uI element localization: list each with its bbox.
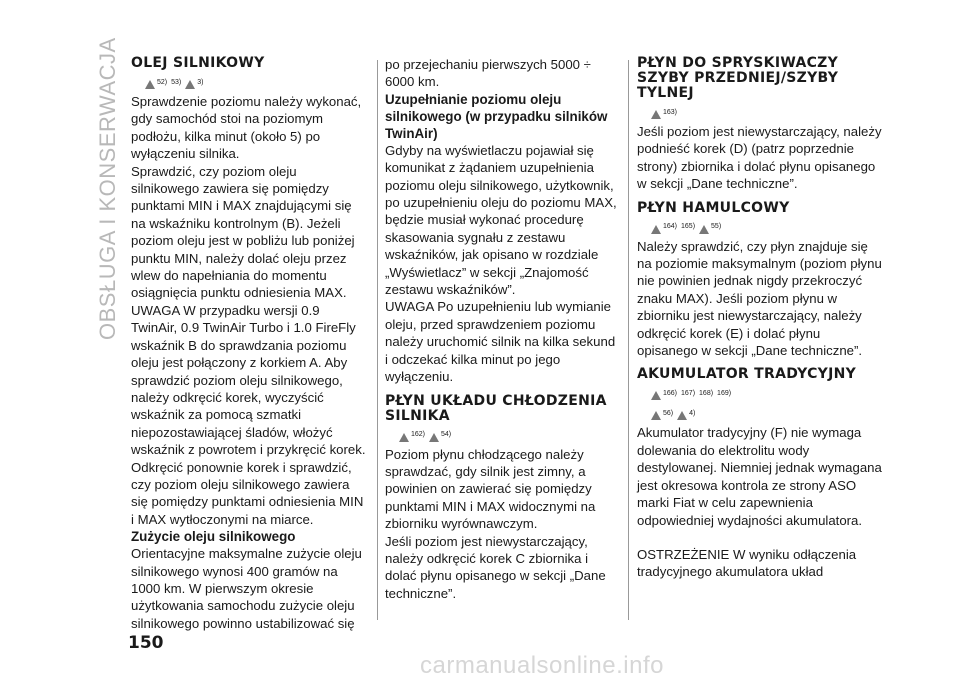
page-number: 150: [128, 633, 164, 653]
warning-refs: 164) 165) 55): [651, 218, 882, 236]
warning-refs: 166) 167) 168) 169): [651, 384, 882, 402]
warning-refs: 56) 4): [651, 404, 882, 422]
paragraph: Sprawdzić, czy poziom oleju silnikowego zawiera się pomiędzy punktami MIN i MAX znajdującymi się na wskaźniku kontrolnym (B). Jeżeli poziom oleju jest w pobliżu lub poniżej punktu MIN, należy dolać oleju przez wlew do napełniania do momentu osiągnięcia punktu odniesienia MAX.: [131, 163, 355, 301]
heading-battery: AKUMULATOR TRADYCYJNY: [637, 366, 857, 383]
warning-icon: [651, 391, 661, 400]
heading-engine-oil: OLEJ SILNIKOWY: [131, 55, 265, 71]
caution-icon: [429, 433, 439, 442]
column-3: [637, 56, 882, 581]
column-divider: [377, 60, 378, 620]
warning-icon: [145, 80, 155, 89]
paragraph: Poziom płynu chłodzącego należy sprawdzać, gdy silnik jest zimny, a powinien on zawierać się pomiędzy punktami MIN i MAX widocznymi na zbiorniku wyrównawczym.: [385, 446, 596, 532]
warning-refs: 163): [651, 103, 882, 121]
paragraph: Akumulator tradycyjny (F) nie wymaga dolewania do elektrolitu wody destylowanej. Niemniej jednak wymagana jest okresowa kontrola ze strony ASO marki Fiat w celu zapewnienia odpowiedniej wydajności akumulatora.: [637, 425, 882, 528]
subheading-oil-topup: Uzupełnianie poziomu oleju silnikowego (w przypadku silników TwinAir): [385, 91, 608, 141]
section-side-title-text: OBSŁUGA I KONSERWACJA: [95, 37, 120, 340]
paragraph: UWAGA W przypadku wersji 0.9 TwinAir, 0.9 TwinAir Turbo i 1.0 FireFly wskaźnik B do sprawdzania poziomu oleju jest połączony z korkiem A. Aby sprawdzić poziom oleju silnikowego, należy odkręcić korek, wyczyścić wskaźnik za pomocą szmatki niepozostawiającej śladów, włożyć wskaźnik z powrotem i przykręcić korek. Odkręcić ponownie korek i sprawdzić, czy poziom oleju silnikowego zawiera się pomiędzy punktami odniesienia MIN i MAX wytłoczonymi na miarce.: [131, 302, 366, 527]
paragraph: Sprawdzenie poziomu należy wykonać, gdy samochód stoi na poziomym podłożu, kilka minut (około 5) po wyłączeniu silnika.: [131, 94, 362, 162]
heading-brake-fluid: PŁYN HAMULCOWY: [637, 199, 790, 216]
section-side-title: [80, 37, 120, 340]
paragraph: Orientacyjne maksymalne zużycie oleju silnikowego wynosi 400 gramów na 1000 km. W pierwszym okresie użytkowania samochodu zużycie oleju silnikowego powinno ustabilizować się: [131, 546, 362, 631]
warning-refs: 162) 54): [399, 426, 620, 444]
caution-icon: [185, 80, 195, 89]
caution-icon: [677, 411, 687, 420]
warning-icon: [651, 225, 661, 234]
warning-icon: [399, 433, 409, 442]
heading-coolant: PŁYN UKŁADU CHŁODZENIA SILNIKA: [385, 392, 607, 424]
warning-refs: 52) 53) 3): [145, 73, 367, 91]
paragraph: OSTRZEŻENIE W wyniku odłączenia tradycyjnego akumulatora układ: [637, 546, 857, 580]
heading-washer-fluid: PŁYN DO SPRYSKIWACZY SZYBY PRZEDNIEJ/SZYBY TYLNEJ: [637, 55, 839, 101]
subheading-oil-consumption: Zużycie oleju silnikowego: [131, 529, 296, 545]
paragraph: Jeśli poziom jest niewystarczający, należy podnieść korek (D) (patrz poprzednie strony) zbiornika i dolać płynu opisanego w sekcji „Dane techniczne”.: [637, 124, 882, 192]
paragraph: Gdyby na wyświetlaczu pojawiał się komunikat z żądaniem uzupełnienia poziomu oleju silnikowego, użytkownik, po uzupełnieniu oleju do poziomu MAX, będzie musiał wykonać procedurę skasowania sygnału z zestawu wskaźników, jak opisano w rozdziale „Wyświetlacz” w sekcji „Znajomość zestawu wskaźników”.: [385, 142, 617, 298]
column-divider: [628, 60, 629, 620]
paragraph: UWAGA Po uzupełnieniu lub wymianie oleju, przed sprawdzeniem poziomu należy uruchomić silnik na kilka sekund i odczekać kilka minut po jego wyłączeniu.: [385, 299, 616, 385]
paragraph: Należy sprawdzić, czy płyn znajduje się na poziomie maksymalnym (poziom płynu nie powinien jednak nigdy przekroczyć znaku MAX). Jeśli poziom płynu w zbiorniku jest niewystarczający, należy odkręcić korek (E) i dolać płynu opisanego w sekcji „Dane techniczne”.: [637, 238, 882, 359]
warning-icon: [651, 110, 661, 119]
caution-icon: [651, 411, 661, 420]
watermark: carmanualsonline.info: [420, 652, 664, 679]
column-2: [385, 56, 620, 602]
caution-icon: [699, 225, 709, 234]
column-1: [131, 56, 367, 632]
paragraph: Jeśli poziom jest niewystarczający, należy odkręcić korek C zbiornika i dolać płynu opisanego w sekcji „Dane techniczne”.: [385, 533, 606, 601]
paragraph: po przejechaniu pierwszych 5000 ÷ 6000 km.: [385, 57, 591, 90]
